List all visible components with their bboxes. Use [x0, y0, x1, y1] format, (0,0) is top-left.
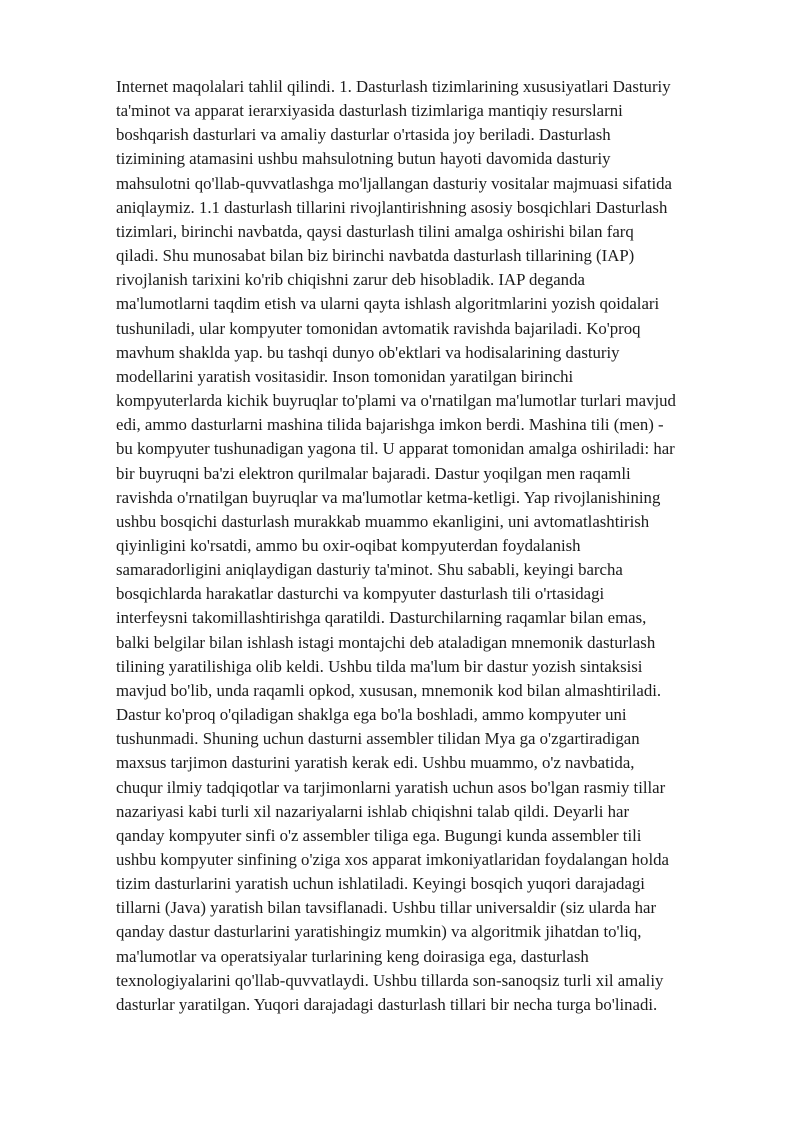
text-line: bosqichlarda harakatlar dasturchi va kompyuter dasturlash tili o'rtasidagi — [116, 584, 605, 604]
text-line: texnologiyalarini qo'llab-quvvatlaydi. Ushbu tillarda son-sanoqsiz turli xil amaliy — [116, 970, 664, 990]
text-line: tizim dasturlarini yaratish uchun ishlatiladi. Keyingi bosqich yuqori darajadagi — [116, 874, 645, 894]
text-line: mavhum shaklda yap. bu tashqi dunyo ob'ektlari va hodisalarining dasturiy — [116, 342, 620, 362]
body-paragraph — [116, 75, 748, 1017]
text-line: bu kompyuter tushunadigan yagona til. U apparat tomonidan amalga oshiriladi: har — [116, 439, 675, 459]
text-line: tushunmadi. Shuning uchun dasturni assembler tilidan Mya ga o'zgartiradigan — [116, 729, 640, 749]
text-line: rivojlanish tarixini ko'rib chiqishni zarur deb hisobladik. IAP deganda — [116, 270, 585, 290]
text-line: tizimining atamasini ushbu mahsulotning butun hayoti davomida dasturiy — [116, 149, 611, 169]
text-line: balki belgilar bilan ishlash istagi montajchi deb ataladigan mnemonik dasturlash — [116, 632, 656, 652]
text-line: edi, ammo dasturlarni mashina tilida bajarishga imkon berdi. Mashina tili (men) - — [116, 415, 664, 435]
text-line: aniqlaymiz. 1.1 dasturlash tillarini rivojlantirishning asosiy bosqichlari Dasturlash — [116, 197, 668, 217]
text-line: ravishda o'rnatilgan buyruqlar va ma'lumotlar ketma-ketligi. Yap rivojlanishining — [116, 487, 661, 507]
text-line: qiyinligini ko'rsatdi, ammo bu oxir-oqibat kompyuterdan foydalanish — [116, 535, 581, 555]
text-line: ushbu kompyuter sinfining o'ziga xos apparat imkoniyatlaridan foydalangan holda — [116, 850, 669, 869]
text-line: boshqarish dasturlari va amaliy dasturlar o'rtasida joy beriladi. Dasturlash — [116, 125, 611, 145]
text-line: tushuniladi, ular kompyuter tomonidan avtomatik ravishda bajariladi. Ko'proq — [116, 318, 641, 338]
text-line: Internet maqolalari tahlil qilindi. 1. Dasturlash tizimlarining xususiyatlari Dasturiy — [116, 77, 671, 96]
text-line: modellarini yaratish vositasidir. Inson tomonidan yaratilgan birinchi — [116, 366, 574, 386]
text-line: ma'lumotlar va operatsiyalar turlarining keng doirasiga ega, dasturlash — [116, 946, 589, 966]
text-line: Dastur ko'proq o'qiladigan shaklga ega bo'la boshladi, ammo kompyuter uni — [116, 705, 627, 725]
text-line: dasturlar yaratilgan. Yuqori darajadagi dasturlash tillari bir necha turga bo'linadi. — [116, 994, 658, 1014]
text-line: maxsus tarjimon dasturini yaratish kerak edi. Ushbu muammo, o'z navbatida, — [116, 753, 635, 773]
text-line: kompyuterlarda kichik buyruqlar to'plami va o'rnatilgan ma'lumotlar turlari mavjud — [116, 391, 676, 411]
text-line: chuqur ilmiy tadqiqotlar va tarjimonlarni yaratish uchun asos bo'lgan rasmiy tillar — [116, 777, 666, 797]
text-line: nazariyasi kabi turli xil nazariyalarni ishlab chiqishni talab qildi. Deyarli har — [116, 801, 630, 821]
text-line: ushbu bosqichi dasturlash murakkab muammo ekanligini, uni avtomatlashtirish — [116, 511, 650, 531]
text-line: bir buyruqni ba'zi elektron qurilmalar bajaradi. Dastur yoqilgan men raqamli — [116, 463, 631, 483]
text-line: qanday kompyuter sinfi o'z assembler tiliga ega. Bugungi kunda assembler tili — [116, 825, 642, 845]
text-line: samaradorligini aniqlaydigan dasturiy ta'minot. Shu sababli, keyingi barcha — [116, 560, 623, 580]
text-line: mahsulotni qo'llab-quvvatlashga mo'ljallangan dasturiy vositalar majmuasi sifatida — [116, 173, 672, 193]
text-line: interfeysni takomillashtirishga qaratildi. Dasturchilarning raqamlar bilan emas, — [116, 608, 647, 628]
text-line: tilining yaratilishiga olib keldi. Ushbu tilda ma'lum bir dastur yozish sintaksisi — [116, 656, 643, 676]
text-line: tizimlari, birinchi navbatda, qaysi dasturlash tilini amalga oshirishi bilan farq — [116, 221, 634, 241]
text-line: qiladi. Shu munosabat bilan biz birinchi navbatda dasturlash tillarining (IAP) — [116, 246, 635, 266]
text-line: ma'lumotlarni taqdim etish va ularni qayta ishlash algoritmlarini yozish qoidalari — [116, 294, 660, 314]
text-line: tillarni (Java) yaratish bilan tavsiflanadi. Ushbu tillar universaldir (siz ularda har — [116, 898, 657, 918]
text-line: qanday dastur dasturlarini yaratishingiz mumkin) va algoritmik jihatdan to'liq, — [116, 922, 642, 942]
text-line: ta'minot va apparat ierarxiyasida dasturlash tizimlariga mantiqiy resurslarni — [116, 101, 623, 121]
text-line: mavjud bo'lib, unda raqamli opkod, xususan, mnemonik kod bilan almashtiriladi. — [116, 680, 662, 700]
